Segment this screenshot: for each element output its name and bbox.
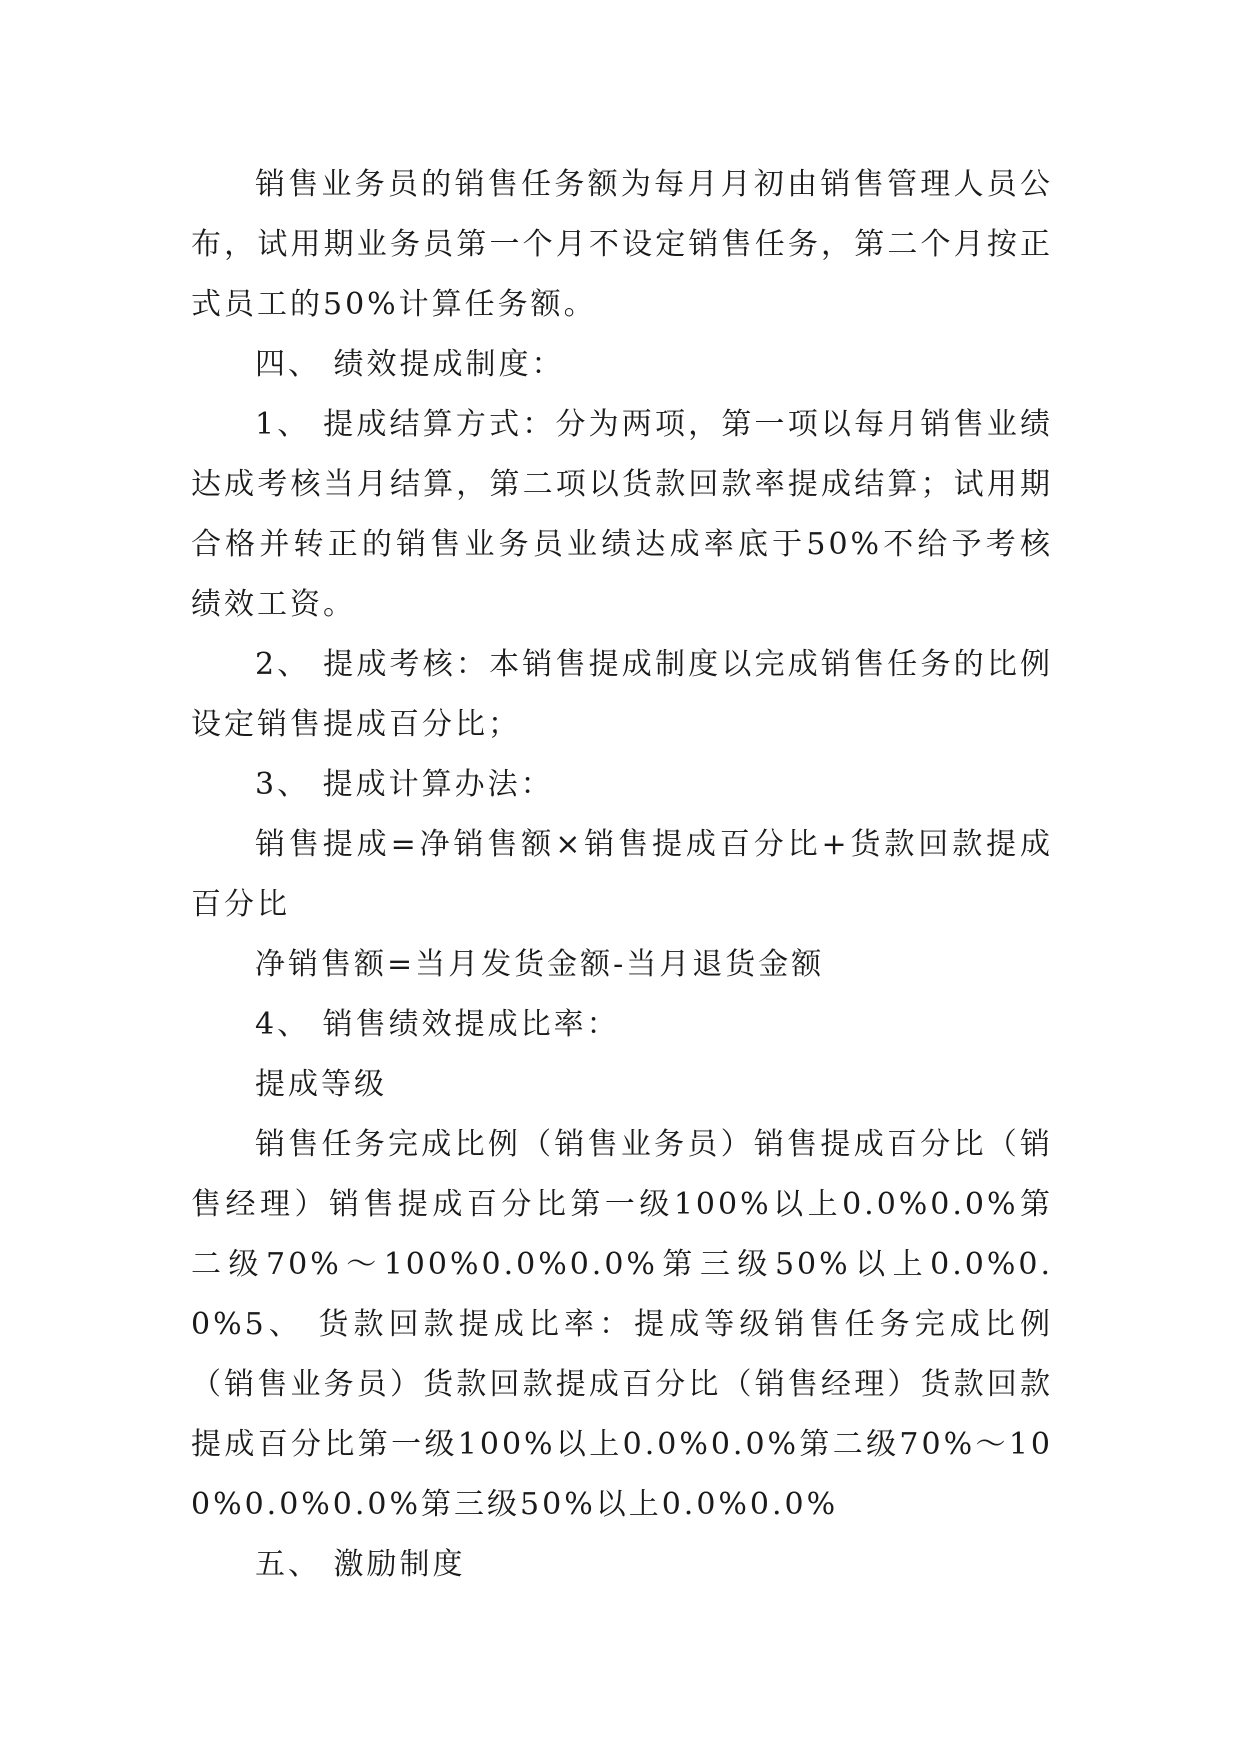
section-heading-five: 五、 激励制度 [255, 1547, 466, 1582]
paragraph-grade-table: 销售任务完成比例（销售业务员）销售提成百分比（销售经理）销售提成百分比第一级100%以上0.0%0.0%第二级70%～100%0.0%0.0%第三级50%以上0.0%0.0%5、 货款回款提成比率：提成等级销售任务完成比例（销售业务员）货款回款提成百分比（销售经理）货款回款提成百分比第一级100%以上0.0%0.0%第二级70%～100%0.0%0.0%第三级50%以上0.0%0.0% [191, 1127, 1053, 1522]
section-heading-four: 四、 绩效提成制度： [255, 347, 565, 382]
paragraph-grade-heading: 提成等级 [255, 1067, 387, 1102]
paragraph-formula-2: 净销售额=当月发货金额-当月退货金额 [255, 947, 825, 982]
paragraph-item-3: 3、 提成计算办法： [255, 767, 554, 802]
document-body [191, 155, 1053, 1595]
paragraph-formula-1: 销售提成=净销售额×销售提成百分比+货款回款提成百分比 [191, 827, 1053, 922]
paragraph-item-1: 1、 提成结算方式：分为两项，第一项以每月销售业绩达成考核当月结算，第二项以货款回款率提成结算；试用期合格并转正的销售业务员业绩达成率底于50%不给予考核绩效工资。 [191, 407, 1053, 622]
paragraph-item-4: 4、 销售绩效提成比率： [255, 1007, 620, 1042]
paragraph-task-announcement: 销售业务员的销售任务额为每月月初由销售管理人员公布，试用期业务员第一个月不设定销售任务，第二个月按正式员工的50%计算任务额。 [191, 167, 1053, 322]
paragraph-item-2: 2、 提成考核：本销售提成制度以完成销售任务的比例设定销售提成百分比； [191, 647, 1053, 742]
